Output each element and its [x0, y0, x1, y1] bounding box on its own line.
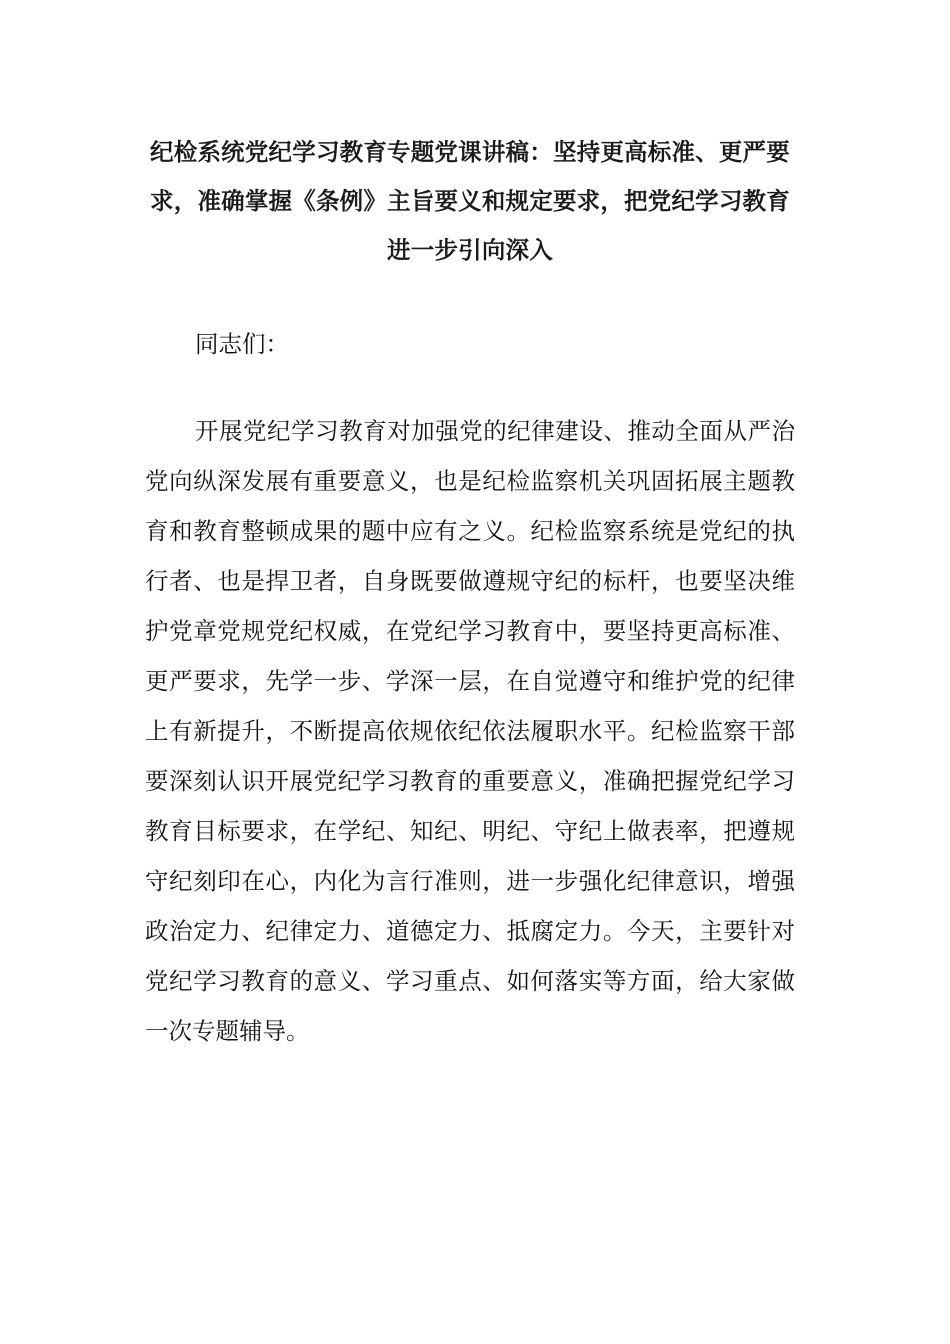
document-title: 纪检系统党纪学习教育专题党课讲稿：坚持更高标准、更严要求，准确掌握《条例》主旨要义和规定要求，把党纪学习教育进一步引向深入 [150, 138, 790, 264]
body-paragraph: 开展党纪学习教育对加强党的纪律建设、推动全面从严治党向纵深发展有重要意义，也是纪检监察机关巩固拓展主题教育和教育整顿成果的题中应有之义。纪检监察系统是党纪的执行者、也是捍卫者，自身既要做遵规守纪的标杆，也要坚决维护党章党规党纪权威，在党纪学习教育中，要坚持更高标准、更严要求，先学一步、学深一层，在自觉遵守和维护党的纪律上有新提升，不断提高依规依纪依法履职水平。纪检监察干部要深刻认识开展党纪学习教育的重要意义，准确把握党纪学习教育目标要求，在学纪、知纪、明纪、守纪上做表率，把遵规守纪刻印在心，内化为言行准则，进一步强化纪律意识，增强政治定力、纪律定力、道德定力、抵腐定力。今天，主要针对党纪学习教育的意义、学习重点、如何落实等方面，给大家做一次专题辅导。 [145, 417, 795, 1045]
greeting: 同志们： [195, 330, 289, 358]
document-page [145, 128, 795, 1056]
